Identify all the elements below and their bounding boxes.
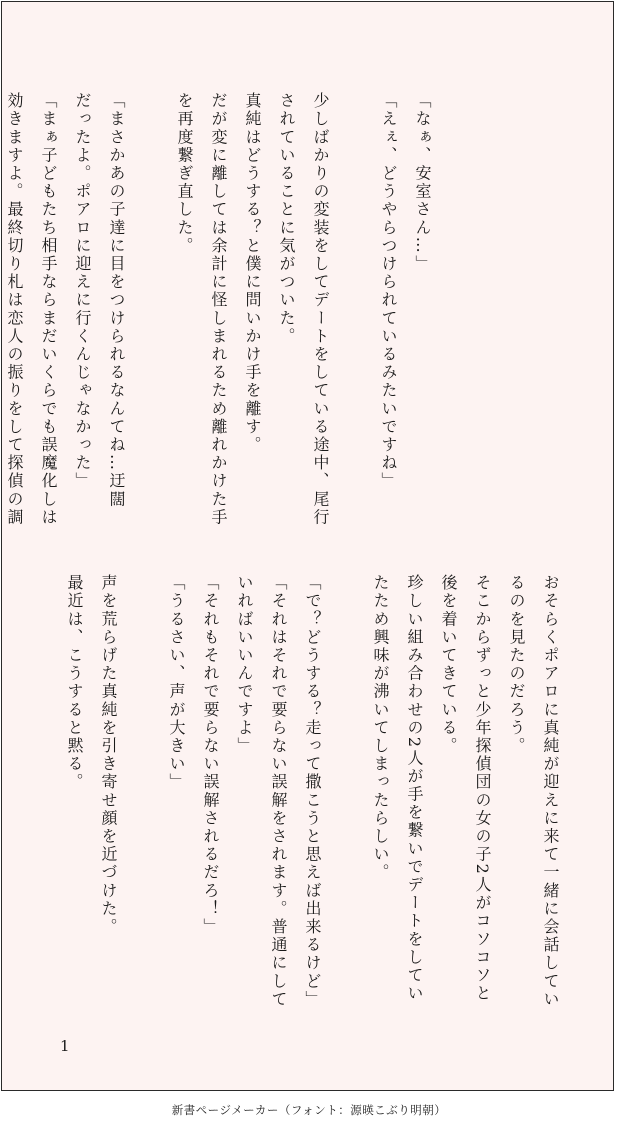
page-number: 1 [60, 1037, 70, 1055]
text-line: るのを見たのだろう。 [507, 574, 526, 755]
text-line: 「まさかあの子達に目をつけられるなんてね…迂闊 [107, 92, 126, 509]
text-line: 後を着いてきている。 [439, 574, 458, 755]
text-line: 「それはそれで要らない誤解をされます。普通にして [269, 574, 288, 1009]
upper-text-block [1, 92, 439, 527]
text-line: 「なぁ、安室さん…」 [413, 92, 432, 273]
text-line: おそらくポアロに真純が迎えに来て一緒に会話してい [541, 574, 560, 1009]
text-line: だが変に離しては余計に怪しまれるため離れかけた手 [209, 92, 228, 527]
text-line: 「えぇ、どうやらつけられているみたいですね」 [379, 92, 398, 491]
text-line: 少しばかりの変装をしてデートをしている途中、尾行 [311, 92, 330, 527]
text-line: 「それもそれで要らない誤解されるだろ！」 [201, 574, 220, 936]
text-line: だったよ。ポアロに迎えに行くんじゃなかった」 [73, 92, 92, 491]
text-line [337, 92, 371, 93]
text-line [1, 574, 23, 575]
footer-credit: 新書ページメーカー（フォント：源暎こぶり明朝） [171, 1103, 447, 1117]
text-line: いればいいんですよ」 [235, 574, 254, 755]
text-line: されていることに気がついた。 [277, 92, 296, 346]
text-line [133, 92, 167, 93]
text-line [23, 574, 57, 575]
lower-text-block [1, 574, 567, 1009]
text-line: 「まぁ子どもたち相手ならまだいくらでも誤魔化しは [39, 92, 58, 527]
text-line: 珍しい組み合わせの2人が手を繋いでデートをしてい [405, 574, 424, 1003]
text-line: 真純はどうする？と僕に問いかけ手を離す。 [243, 92, 262, 454]
text-line [125, 574, 159, 575]
text-line: 「うるさい、声が大きい」 [167, 574, 186, 792]
text-line: たため興味が沸いてしまったらしい。 [371, 574, 390, 882]
book-page [1, 1, 614, 1091]
text-line: を再度繋ぎ直した。 [175, 92, 194, 255]
text-line: 声を荒らげた真純を引き寄せ顔を近づけた。 [99, 574, 118, 936]
text-line [329, 574, 363, 575]
text-line: 効きますよ。最終切り札は恋人の振りをして探偵の調 [5, 92, 24, 527]
text-line: そこからずっと少年探偵団の女の子2人がコソコソと [473, 574, 492, 1003]
text-line: 「で？どうする？走って撒こうと思えば出来るけど」 [303, 574, 322, 1009]
text-line: 最近は、こうすると黙る。 [65, 574, 84, 792]
